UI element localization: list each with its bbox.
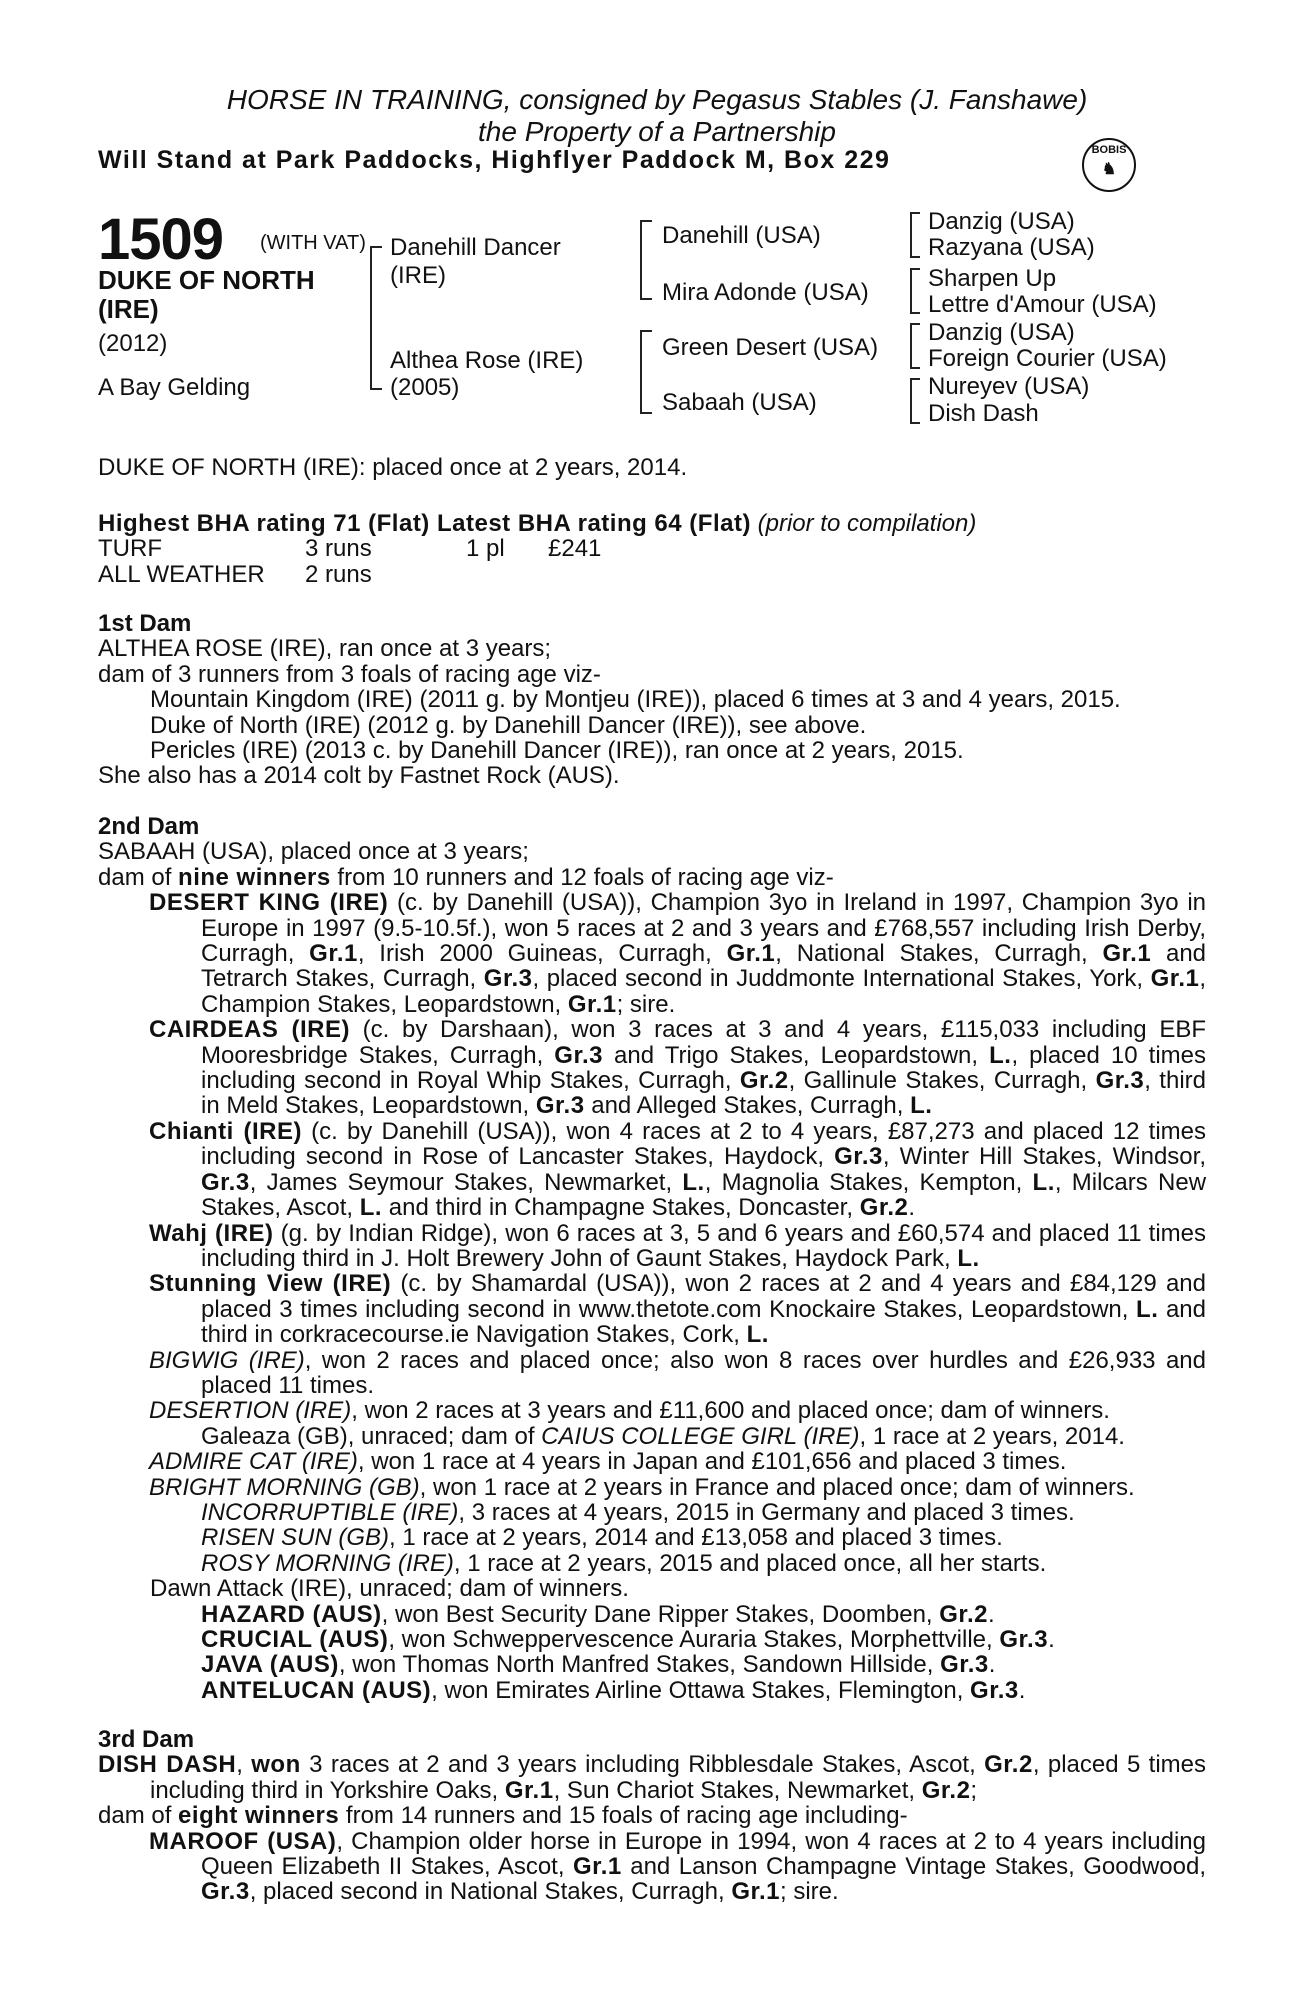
pedigree-gen3-2: Razyana (USA) [928,234,1095,261]
pedigree-gen2-2: Mira Adonde (USA) [662,279,869,306]
second-dam-section [98,814,1206,1703]
progeny-entry: DESERT KING (IRE) (c. by Danehill (USA)), Champion 3yo in Ireland in 1997, Champion 3yo in Europe in 1997 (9.5-10.5f.), won 5 races at 2 and 3 years and £768,557 including Irish Derby, Curragh, Gr.1, Irish 2000 Guineas, Curragh, Gr.1, National Stakes, Curragh, Gr.1 and Tetrarch Stakes, Curragh, Gr.3, placed second in Juddmonte International Stakes, York, Gr.1, Champion Stakes, Leopardstown, Gr.1; sire. [149,889,1207,1018]
pedigree-bracket-g3-2 [910,268,920,314]
dam-name: Althea Rose (IRE) [390,347,584,374]
pedigree-bracket-dam [640,330,652,414]
progeny-entry: Stunning View (IRE) (c. by Shamardal (USA)), won 2 races at 2 and 4 years and £84,129 and placed 3 times including second in www.thetote.com Knockaire Stakes, Leopardstown, L. and third in corkracecourse.ie Navigation Stakes, Cork, L. [149,1270,1206,1349]
progeny-note: She also has a 2014 colt by Fastnet Rock (AUS). [98,762,620,790]
pedigree-gen3-7: Nureyev (USA) [928,373,1090,400]
progeny-entry: Dawn Attack (IRE), unraced; dam of winners. [150,1575,629,1603]
pedigree-gen3-1: Danzig (USA) [928,208,1075,235]
pedigree-bracket-g3-4 [910,378,920,424]
grand-progeny-entry: JAVA (AUS), won Thomas North Manfred Stakes, Sandown Hillside, Gr.3. [201,1651,996,1679]
sire-suffix: (IRE) [390,262,446,289]
aw-runs: 2 runs [305,561,372,588]
grand-progeny-entry: Galeaza (GB), unraced; dam of CAIUS COLLEGE GIRL (IRE), 1 race at 2 years, 2014. [201,1422,1125,1450]
progeny-entry: DESERTION (IRE), won 2 races at 3 years and £11,600 and placed once; dam of winners. [149,1397,1110,1425]
first-dam-section [98,611,1206,789]
progeny-entry: Wahj (IRE) (g. by Indian Ridge), won 6 races at 3, 5 and 6 years and £60,574 and placed 11 times including third in J. Holt Brewery John of Gaunt Stakes, Haydock Park, L. [149,1219,1206,1272]
progeny-line: Mountain Kingdom (IRE) (2011 g. by Montjeu (IRE)), placed 6 times at 3 and 4 years, 2015. [150,686,1121,714]
owner-line: the Property of a Partnership [478,116,836,147]
dam-record: dam of 3 runners from 3 foals of racing age viz- [98,660,601,688]
pedigree-bracket-main [370,246,382,390]
pedigree-gen3-5: Danzig (USA) [928,319,1075,346]
progeny-entry: Chianti (IRE) (c. by Danehill (USA)), won 4 races at 2 to 4 years, £87,273 and placed 12 times including second in Rose of Lancaster Stakes, Haydock, Gr.3, Winter Hill Stakes, Windsor, Gr.3, James Seymour Stakes, Newmarket, L., Magnolia Stakes, Kempton, L., Milcars New Stakes, Ascot, L. and third in Champagne Stakes, Doncaster, Gr.2. [149,1117,1207,1222]
pedigree-gen3-6: Foreign Courier (USA) [928,345,1167,372]
grand-progeny-entry: HAZARD (AUS), won Best Security Dane Ripper Stakes, Doomben, Gr.2. [201,1600,995,1628]
turf-placed: 1 pl [466,535,505,562]
sire-name: Danehill Dancer [390,234,561,261]
pedigree-gen2-4: Sabaah (USA) [662,389,817,416]
progeny-entry: MAROOF (USA), Champion older horse in Europe in 1994, won 4 races at 2 to 4 years including Queen Elizabeth II Stakes, Ascot, Gr.1 and Lanson Champagne Vintage Stakes, Goodwood, Gr.3, placed second in National Stakes, Curragh, Gr.1; sire. [149,1827,1207,1906]
pedigree-gen3-8: Dish Dash [928,400,1039,427]
race-summary: DUKE OF NORTH (IRE): placed once at 2 years, 2014. [98,454,688,481]
turf-prize: £241 [548,535,602,562]
section-heading: 3rd Dam [98,1726,195,1753]
stand-location: Will Stand at Park Paddocks, Highflyer Paddock M, Box 229 [98,146,891,174]
third-dam-section [98,1727,1206,1905]
turf-runs: 3 runs [305,535,372,562]
dam-line: SABAAH (USA), placed once at 3 years; [98,838,529,866]
pedigree-gen2-3: Green Desert (USA) [662,334,879,361]
turf-label: TURF [98,535,162,562]
progeny-line: Duke of North (IRE) (2012 g. by Danehill Dancer (IRE)), see above. [150,711,867,739]
aw-label: ALL WEATHER [98,561,265,588]
progeny-line: Pericles (IRE) (2013 c. by Danehill Dancer (IRE)), ran once at 2 years, 2015. [150,737,964,765]
grand-progeny-entry: INCORRUPTIBLE (IRE), 3 races at 4 years, 2015 in Germany and placed 3 times. [201,1498,1075,1526]
progeny-entry: CAIRDEAS (IRE) (c. by Darshaan), won 3 races at 3 and 4 years, £115,033 including EBF Mooresbridge Stakes, Curragh, Gr.3 and Trigo Stakes, Leopardstown, L., placed 10 times including second in Royal Whip Stakes, Curragh, Gr.2, Gallinule Stakes, Curragh, Gr.3, third in Meld Stakes, Leopardstown, Gr.3 and Alleged Stakes, Curragh, L. [149,1016,1206,1120]
pedigree-gen3-3: Sharpen Up [928,265,1057,292]
progeny-entry: ADMIRE CAT (IRE), won 1 race at 4 years in Japan and £101,656 and placed 3 times. [149,1448,1067,1476]
dam-record: dam of nine winners from 10 runners and 12 foals of racing age viz- [98,863,834,891]
foaling-year: (2012) [98,330,168,357]
dam-line: ALTHEA ROSE (IRE), ran once at 3 years; [98,635,552,663]
grand-progeny-entry: ROSY MORNING (IRE), 1 race at 2 years, 2015 and placed once, all her starts. [201,1549,1047,1577]
grand-progeny-entry: RISEN SUN (GB), 1 race at 2 years, 2014 and £13,058 and placed 3 times. [201,1524,1003,1552]
consignor-line: HORSE IN TRAINING, consigned by Pegasus Stables (J. Fanshawe) [226,84,1088,115]
section-heading: 1st Dam [98,610,192,637]
pedigree-gen2-1: Danehill (USA) [662,222,821,249]
grand-progeny-entry: CRUCIAL (AUS), won Schweppervescence Auraria Stakes, Morphettville, Gr.3. [201,1626,1055,1653]
pedigree-bracket-g3-3 [910,323,920,369]
vat-note: (WITH VAT) [260,232,366,254]
bha-rating: Highest BHA rating 71 (Flat) Latest BHA rating 64 (Flat) (prior to compilation) [98,510,977,537]
section-heading: 2nd Dam [98,813,200,840]
dam-year: (2005) [390,374,460,401]
pedigree-bracket-g3-1 [910,212,920,258]
dam-record: dam of eight winners from 14 runners and 15 foals of racing age including- [98,1802,908,1830]
grand-progeny-entry: ANTELUCAN (AUS), won Emirates Airline Ottawa Stakes, Flemington, Gr.3. [201,1676,1026,1704]
horse-description: A Bay Gelding [98,374,251,401]
lot-number: 1509 [98,207,224,272]
horse-name: DUKE OF NORTH (IRE) [98,265,315,324]
pedigree-bracket-sire [640,220,652,300]
dam-line: DISH DASH, won 3 races at 2 and 3 years including Ribblesdale Stakes, Ascot, Gr.2, placed 5 times including third in Yorkshire Oaks, Gr.1, Sun Chariot Stakes, Newmarket, Gr.2; [98,1751,1206,1804]
bobis-logo-icon: BOBIS ♞ [1082,138,1136,192]
progeny-entry: BRIGHT MORNING (GB), won 1 race at 2 years in France and placed once; dam of winners. [149,1473,1135,1501]
progeny-entry: BIGWIG (IRE), won 2 races and placed once; also won 8 races over hurdles and £26,933 and placed 11 times. [149,1346,1206,1399]
pedigree-gen3-4: Lettre d'Amour (USA) [928,291,1157,318]
